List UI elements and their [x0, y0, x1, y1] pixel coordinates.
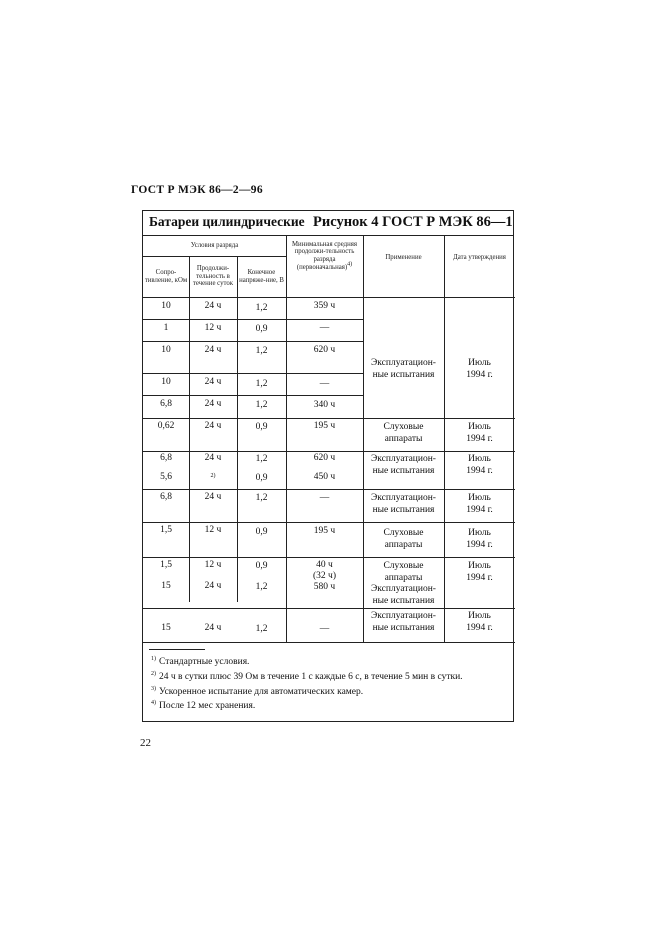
- footnote-text: После 12 мес хранения.: [159, 701, 256, 712]
- cell-approval-date: Июль 1994 г.: [466, 561, 493, 583]
- cell-voltage: 1,2: [255, 454, 268, 464]
- cell-voltage: 0,9: [255, 324, 268, 334]
- cell-voltage: 1,2: [255, 303, 268, 313]
- header-application: Применение: [385, 254, 422, 262]
- cell-resistance: 1,5: [160, 560, 172, 570]
- cell-min-duration-accelerated: (32 ч): [313, 571, 336, 581]
- header-resistance: Сопро-тивление, кОм: [144, 268, 188, 284]
- figure-reference: Рисунок 4 ГОСТ Р МЭК 86—1: [313, 214, 513, 230]
- cell-resistance: 1,5: [160, 525, 172, 535]
- cell-voltage: 1,2: [255, 624, 268, 634]
- cell-resistance: 6,8: [160, 453, 172, 463]
- cell-resistance: 15: [161, 581, 171, 591]
- cell-duration: 12 ч: [204, 525, 222, 535]
- cell-application: Слуховые аппараты: [383, 561, 424, 583]
- cell-min-duration: 340 ч: [313, 400, 336, 410]
- cell-min-duration: 40 ч: [316, 560, 333, 570]
- cell-approval-date: Июль 1994 г.: [466, 358, 493, 380]
- cell-application: Эксплуатацион-ные испытания: [371, 584, 436, 606]
- footnote-4: [151, 698, 463, 713]
- footnote-mark: 1): [151, 656, 156, 662]
- footnote-2: [151, 669, 463, 684]
- footnote-ref: 2): [210, 473, 216, 479]
- cell-duration: 24 ч: [204, 492, 222, 502]
- cell-resistance: 5,6: [160, 472, 172, 482]
- header-min-duration: [286, 236, 363, 276]
- cell-min-duration: 195 ч: [313, 421, 336, 431]
- header-duration: Продолжи-тельность в течение суток: [192, 265, 234, 288]
- table-title-row: [143, 211, 513, 236]
- cell-voltage: 0,9: [255, 527, 268, 537]
- cell-voltage: 1,2: [255, 493, 268, 503]
- cell-min-duration: —: [319, 493, 330, 503]
- cell-approval-date: Июль 1994 г.: [466, 528, 493, 550]
- cell-resistance: 10: [161, 345, 171, 355]
- footnote-text: Ускоренное испытание для автоматических камер.: [159, 686, 364, 697]
- cell-min-duration: 450 ч: [313, 472, 336, 482]
- cell-duration: 24 ч: [204, 301, 222, 311]
- document-header: ГОСТ Р МЭК 86—2—96: [131, 184, 263, 196]
- cell-approval-date: Июль 1994 г.: [466, 422, 493, 444]
- footnote-3: [151, 684, 463, 699]
- cell-duration: 24 ч: [204, 623, 222, 633]
- cell-duration: 24 ч: [204, 399, 222, 409]
- cell-approval-date: Июль 1994 г.: [466, 454, 493, 476]
- table-title: Батареи цилиндрические: [149, 214, 305, 229]
- cell-min-duration: 620 ч: [313, 453, 336, 463]
- footnote-mark: 4): [151, 700, 156, 707]
- cell-resistance: 6,8: [160, 492, 172, 502]
- cell-min-duration: 359 ч: [313, 301, 336, 311]
- page-number: 22: [140, 737, 151, 749]
- cell-duration: 24 ч: [204, 345, 222, 355]
- cell-min-duration: 620 ч: [313, 345, 336, 355]
- footnote-mark: 2): [151, 670, 156, 677]
- cell-duration: 24 ч: [204, 377, 222, 387]
- cell-min-duration: 580 ч: [313, 582, 336, 592]
- header-approval-date: Дата утверждения: [453, 254, 506, 262]
- cell-resistance: 10: [161, 377, 171, 387]
- header-end-voltage: Конечное напряже-ние, В: [239, 268, 284, 284]
- cell-application: Эксплуатацион-ные испытания: [371, 454, 436, 476]
- footnote-text: 24 ч в сутки плюс 39 Ом в течение 1 с каждые 6 с, в течение 5 мин в сутки.: [159, 671, 463, 682]
- cell-voltage: 1,2: [255, 379, 268, 389]
- cell-voltage: 1,2: [255, 582, 268, 592]
- cell-resistance: 10: [161, 301, 171, 311]
- cell-duration: 24 ч: [204, 453, 222, 463]
- cell-application: Эксплуатацион-ные испытания: [371, 493, 436, 515]
- cell-duration: 12 ч: [204, 323, 222, 333]
- header-discharge-conditions: Условия разряда: [190, 242, 239, 250]
- cell-application: Слуховые аппараты: [383, 422, 424, 444]
- battery-table: [142, 210, 514, 722]
- cell-application: Слуховые аппараты: [383, 528, 424, 550]
- cell-voltage: 0,9: [255, 422, 268, 432]
- footnote-text: Стандартные условия.: [159, 657, 250, 668]
- footnotes: [151, 654, 463, 713]
- footnote-mark: 3): [151, 685, 156, 692]
- footnote-1: [151, 654, 463, 669]
- cell-resistance: 0,62: [157, 421, 175, 431]
- cell-duration: 24 ч: [204, 581, 222, 591]
- header-min-duration-text: Минимальная средняя продолжи-тельность разряда (первоначальная): [292, 240, 357, 271]
- cell-approval-date: Июль 1994 г.: [466, 611, 493, 633]
- cell-min-duration: —: [319, 323, 330, 333]
- footnote-divider: [149, 649, 205, 650]
- cell-min-duration: —: [319, 379, 330, 389]
- cell-resistance: 6,8: [160, 399, 172, 409]
- cell-voltage: 1,2: [255, 400, 268, 410]
- cell-resistance: 1: [163, 323, 169, 333]
- cell-voltage: 1,2: [255, 346, 268, 356]
- cell-application: Эксплуатацион-ные испытания: [371, 358, 436, 380]
- cell-resistance: 15: [161, 623, 171, 633]
- cell-duration: 12 ч: [204, 560, 222, 570]
- cell-approval-date: Июль 1994 г.: [466, 493, 493, 515]
- cell-duration: 24 ч: [204, 421, 222, 431]
- cell-voltage: 0,9: [255, 473, 268, 483]
- cell-min-duration: 195 ч: [313, 526, 336, 536]
- footnote-ref: 4): [347, 261, 353, 268]
- cell-application: Эксплуатацион-ные испытания: [371, 611, 436, 633]
- cell-voltage: 0,9: [255, 561, 268, 571]
- cell-min-duration: —: [319, 624, 330, 634]
